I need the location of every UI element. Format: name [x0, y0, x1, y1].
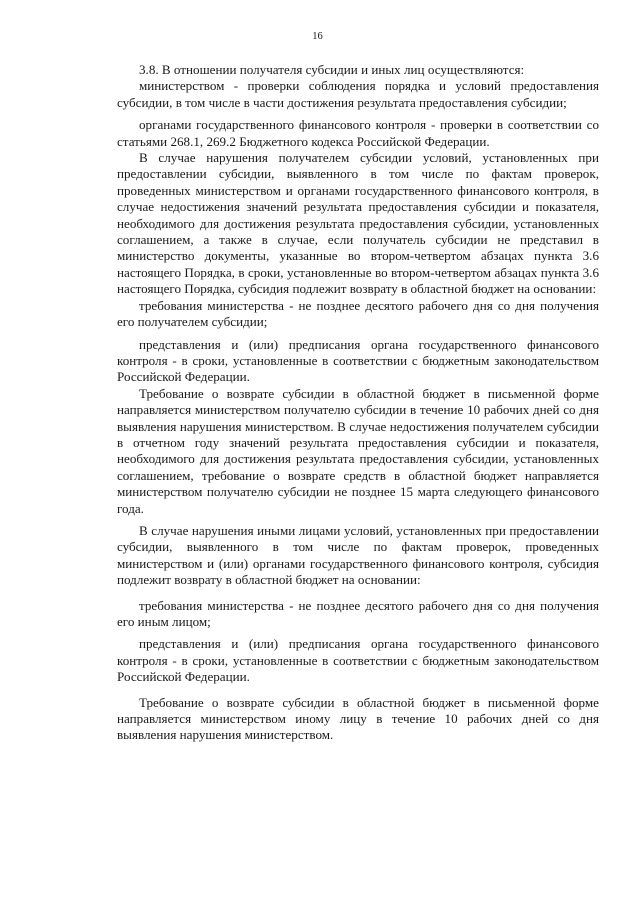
paragraph-refund-demand-other: Требование о возврате субсидии в областной бюджет в письменной форме направляется министерством иному лицу в течение 10 рабочих дней со дня выявления нарушения министерством.	[117, 694, 599, 743]
paragraph-3-8-heading: 3.8. В отношении получателя субсидии и иных лиц осуществляются:	[139, 62, 525, 77]
paragraph-refund-demand-recipient: Требование о возврате субсидии в областной бюджет в письменной форме направляется министерством получателю субсидии в течение 10 рабочих дней со дня выявления нарушения министерством. В случае недостижения получателем субсидии в отчетном году значений результата предоставления субсидии и показателя, необходимого для достижения результата предоставления субсидии, установленных соглашением, требование о возврате средств в областной бюджет направляется министерством получателю субсидии не позднее 15 марта следующего финансового года.	[117, 385, 599, 516]
paragraph-recipient-violation: В случае нарушения получателем субсидии условий, установленных при предоставлении субсидии, выявленного в том числе по фактам проверок, проведенных министерством и органами государственного финансового контроля, в случае недостижения значений результата предоставления субсидии и показателя, необходимого для достижения результата предоставления субсидии, установленных соглашением, а также в случае, если получатель субсидии не представил в министерство документы, указанные во втором-четвертом абзацах пункта 3.6 настоящего Порядка, в сроки, установленные во втором-четвертом абзацах пункта 3.6 настоящего Порядка, субсидия подлежит возврату в областной бюджет на основании:	[117, 150, 599, 297]
paragraph-ministry-requirement-other: требования министерства - не позднее десятого рабочего дня со дня получения его иным лицом;	[117, 597, 599, 629]
paragraph-control-order-recipient: представления и (или) предписания органа государственного финансового контроля - в сроки, установленные в соответствии с бюджетным законодательством Российской Федерации.	[117, 336, 599, 385]
paragraph-other-persons-violation: В случае нарушения иными лицами условий, установленных при предоставлении субсидии, выявленного в том числе по фактам проверок, проведенных министерством и (или) органами государственного финансового контроля, субсидия подлежит возврату в областной бюджет на основании:	[117, 522, 599, 588]
page-number: 16	[312, 31, 323, 42]
paragraph-ministry-requirement-recipient: требования министерства - не позднее десятого рабочего дня со дня получения его получателем субсидии;	[117, 297, 599, 330]
paragraph-control-order-other: представления и (или) предписания органа государственного финансового контроля - в сроки, установленные в соответствии с бюджетным законодательством Российской Федерации.	[117, 636, 599, 685]
paragraph-ministry-checks: министерством - проверки соблюдения порядка и условий предоставления субсидии, в том числе в части достижения результата предоставления субсидии;	[117, 78, 599, 110]
paragraph-financial-control-checks: органами государственного финансового контроля - проверки в соответствии со статьями 268.1, 269.2 Бюджетного кодекса Российской Федерации.	[117, 117, 599, 149]
document-body	[117, 62, 599, 744]
